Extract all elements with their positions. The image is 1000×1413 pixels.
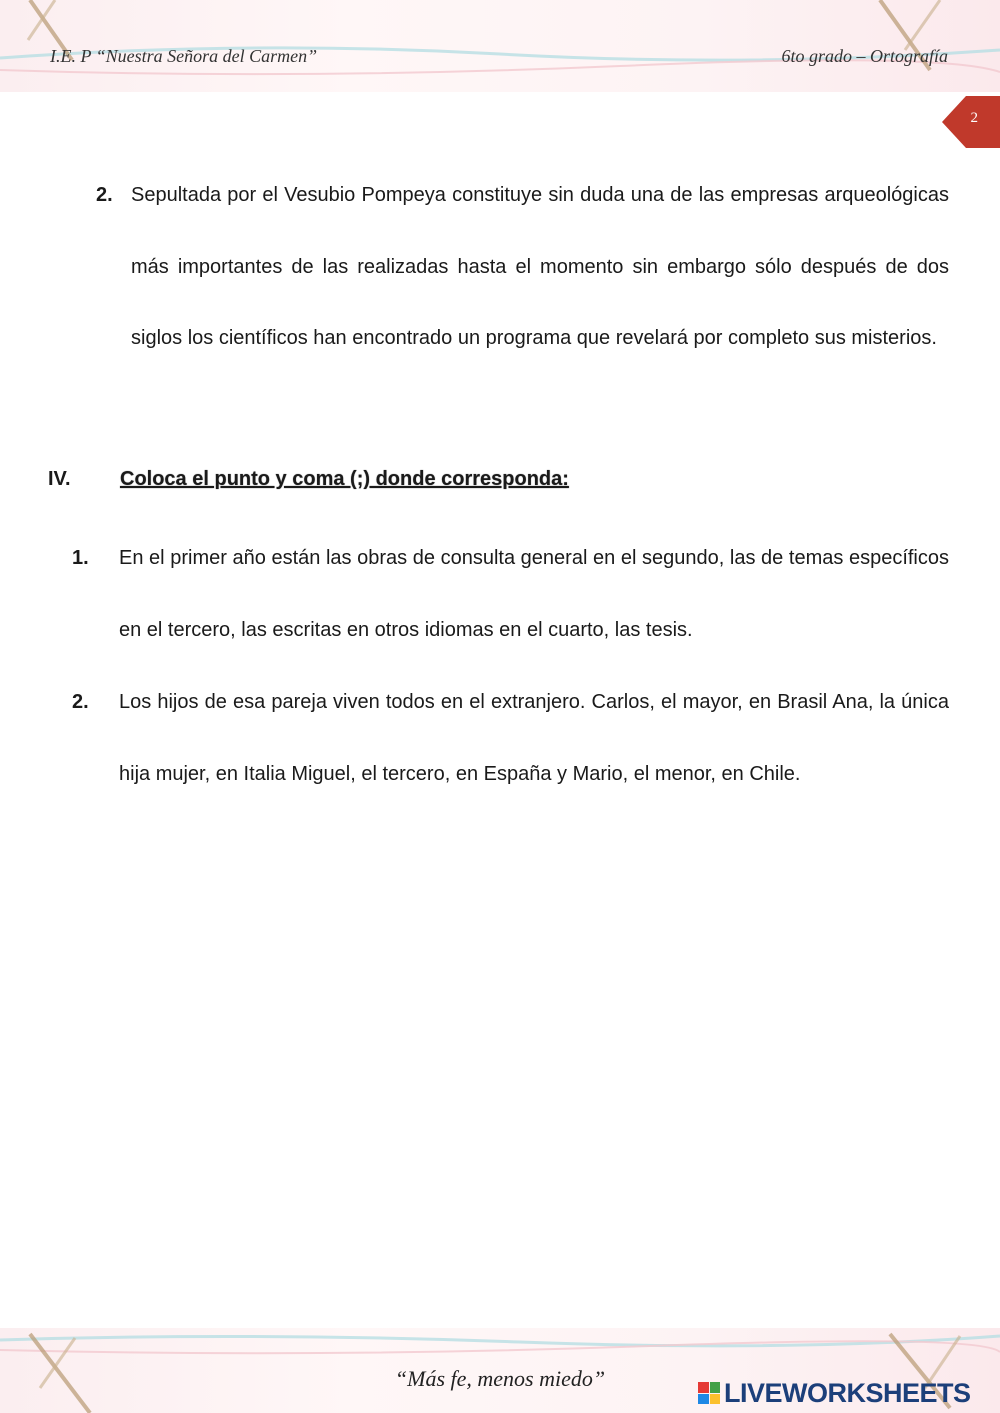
item-text: Sepultada por el Vesubio Pompeya constituye sin duda una de las empresas arqueológicas más importantes de las realizadas hasta el momento sin embargo sólo después de dos siglos los científicos han encontrado un programa que revelará por completo sus misterios. <box>131 184 949 349</box>
section-title: Coloca el punto y coma (;) donde corresponda: <box>120 468 569 490</box>
item-text: Los hijos de esa pareja viven todos en el extranjero. Carlos, el mayor, en Brasil Ana, la única hija mujer, en Italia Miguel, el tercero, en España y Mario, el menor, en Chile. <box>119 691 949 785</box>
brand-name: LIVEWORKSHEETS <box>724 1377 971 1408</box>
page-number: 2 <box>970 110 978 126</box>
item-text: En el primer año están las obras de consulta general en el segundo, las de temas específicos en el tercero, las escritas en otros idiomas en el cuarto, las tesis. <box>119 547 949 641</box>
liveworksheets-logo-icon <box>698 1382 720 1404</box>
section-numeral: IV. <box>48 468 71 490</box>
exercise-item <box>96 160 949 375</box>
item-number: 2. <box>96 184 113 206</box>
section-heading <box>48 468 569 491</box>
course-name: 6to grado – Ortografía <box>781 46 948 66</box>
exercise-item <box>72 523 949 666</box>
header-band <box>0 0 1000 92</box>
exercise-item <box>72 667 949 810</box>
footer-motto: “Más fe, menos miedo” <box>394 1366 606 1391</box>
school-name: I.E. P “Nuestra Señora del Carmen” <box>50 46 318 66</box>
liveworksheets-watermark[interactable] <box>698 1376 971 1410</box>
item-number: 2. <box>72 691 89 713</box>
item-number: 1. <box>72 547 89 569</box>
